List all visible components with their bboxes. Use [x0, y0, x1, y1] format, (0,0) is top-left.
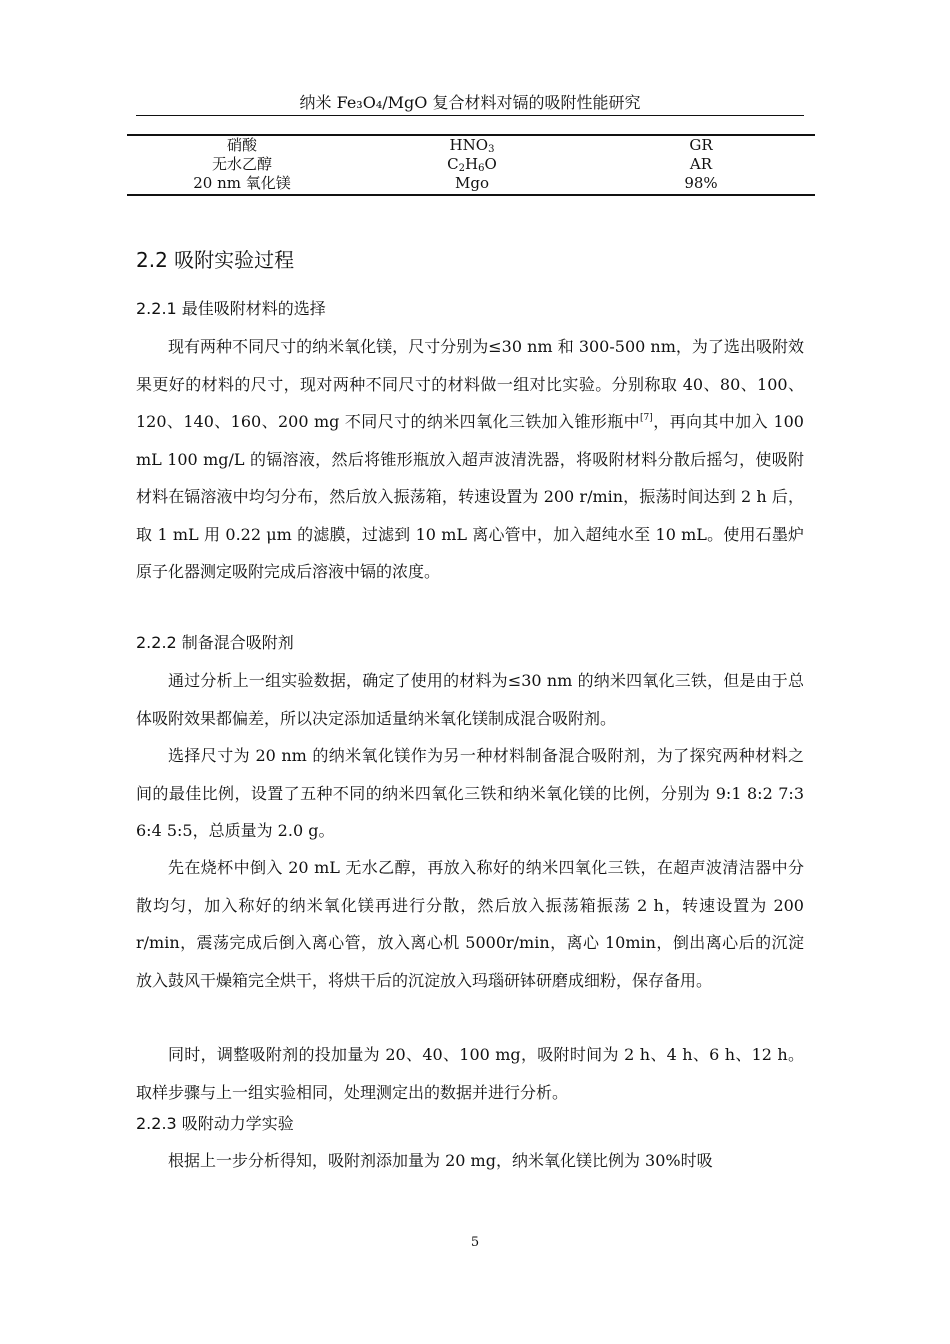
reagent-name: 20 nm 氧化镁 — [193, 174, 291, 192]
page-number: 5 — [470, 1235, 480, 1250]
running-header: 纳米 Fe₃O₄/MgO 复合材料对镉的吸附性能研究 — [299, 93, 641, 112]
reagent-grade: GR — [689, 136, 713, 154]
reagent-name: 无水乙醇 — [211, 155, 272, 173]
header-rule — [136, 115, 804, 116]
subsection-heading-2-2-1: 2.2.1 最佳吸附材料的选择 — [136, 299, 326, 318]
table-row — [127, 136, 815, 155]
paragraph: 同时，调整吸附剂的投加量为 20、40、100 mg，吸附时间为 2 h、4 h、6 h、12 h。取样步骤与上一组实验相同，处理测定出的数据并进行分析。 — [136, 1045, 804, 1102]
subsection-heading-2-2-2: 2.2.2 制备混合吸附剂 — [136, 633, 294, 652]
section-heading: 2.2 吸附实验过程 — [136, 248, 295, 272]
reagent-formula: $HNO_3$ — [449, 136, 495, 155]
paragraph: 现有两种不同尺寸的纳米氧化镁，尺寸分别为≤30 nm 和 300-500 nm，为了选出吸附效果更好的材料的尺寸，现对两种不同尺寸的材料做一组对比实验。分别称取 40、80、100、120、140、160、200 mg 不同尺寸的纳米四氧化三铁加入锥形瓶中[7]，再向其中加入 100 mL 100 mg/L 的镉溶液，然后将锥形瓶放入超声波清洗器，将吸附材料分散后摇匀，使吸附材料在镉溶液中均匀分布，然后放入振荡箱，转速设置为 200 r/min，振荡时间达到 2 h 后，取 1 mL 用 0.22 μm 的滤膜，过滤到 10 mL 离心管中，加入超纯水至 10 mL。使用石墨炉原子化器测定吸附完成后溶液中镉的浓度。 — [136, 337, 804, 581]
reagent-grade: 98% — [684, 174, 718, 192]
paragraph: 根据上一步分析得知，吸附剂添加量为 20 mg，纳米氧化镁比例为 30%时吸 — [168, 1151, 713, 1170]
table-row — [127, 155, 815, 174]
paragraph: 选择尺寸为 20 nm 的纳米氧化镁作为另一种材料制备混合吸附剂，为了探究两种材料之间的最佳比例，设置了五种不同的纳米四氧化三铁和纳米氧化镁的比例，分别为 9:1 8:2 7:3 6:4 5:5，总质量为 2.0 g。 — [136, 746, 804, 840]
paragraph: 通过分析上一组实验数据，确定了使用的材料为≤30 nm 的纳米四氧化三铁，但是由于总体吸附效果都偏差，所以决定添加适量纳米氧化镁制成混合吸附剂。 — [136, 671, 804, 728]
reagent-table — [127, 134, 815, 196]
subsection-heading-2-2-3: 2.2.3 吸附动力学实验 — [136, 1114, 294, 1133]
reagent-formula: Mgo — [455, 174, 489, 192]
citation-ref: [7] — [640, 413, 653, 423]
paragraph: 先在烧杯中倒入 20 mL 无水乙醇，再放入称好的纳米四氧化三铁，在超声波清洁器中分散均匀，加入称好的纳米氧化镁再进行分散，然后放入振荡箱振荡 2 h，转速设置为 200 r/min，震荡完成后倒入离心管，放入离心机 5000r/min，离心 10min，倒出离心后的沉淀放入鼓风干燥箱完全烘干，将烘干后的沉淀放入玛瑙研钵研磨成细粉，保存备用。 — [136, 858, 804, 990]
table-bottom-rule — [127, 194, 815, 196]
reagent-grade: AR — [689, 155, 713, 173]
reagent-formula: $C_2H_6O$ — [447, 155, 497, 174]
reagent-name: 硝酸 — [226, 136, 257, 154]
table-row — [127, 174, 815, 193]
